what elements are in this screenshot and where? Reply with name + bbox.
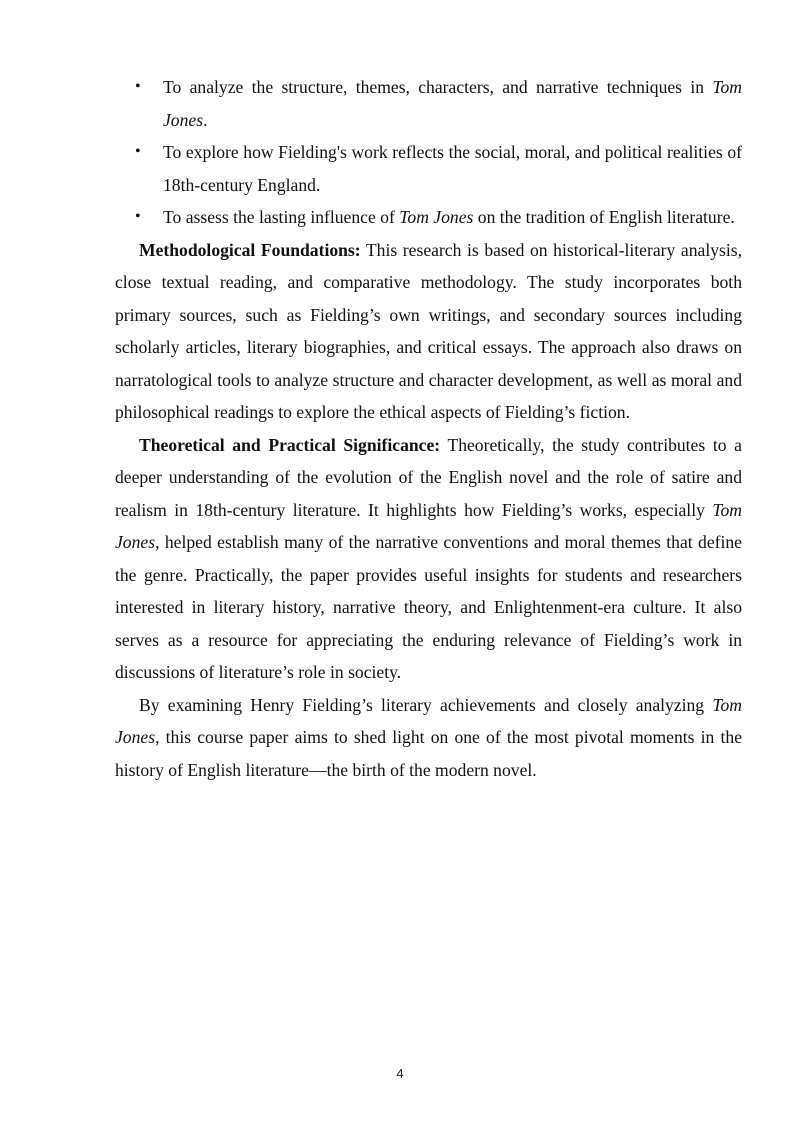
objective-text-end: on the tradition of English literature.: [473, 207, 735, 227]
book-title: Tom Jones: [115, 694, 742, 747]
significance-text: Theoretically, the study contributes to a deeper understanding of the evolution of the English novel and the role of satire and realism in 18th-century literature. It highlights how Fielding’s works, especially: [115, 434, 742, 520]
objective-text: To analyze the structure, themes, characters, and narrative techniques in: [163, 77, 713, 97]
significance-paragraph: [115, 429, 742, 689]
bullet-icon: •: [135, 78, 141, 95]
methodology-paragraph: [115, 234, 742, 429]
objective-item: [115, 136, 742, 201]
objectives-list: [115, 71, 742, 234]
significance-text-end: , helped establish many of the narrative conventions and moral themes that define the genre. Practically, the paper provides useful insights for students and researchers interested in literary history, narrative theory, and Enlightenment-era culture. It also serves as a resource for appreciating the enduring relevance of Fielding’s work in discussions of literature’s role in society.: [115, 532, 742, 682]
page-number: 4: [396, 1066, 404, 1081]
book-title: Tom Jones: [399, 207, 474, 227]
methodology-label: Methodological Foundations:: [139, 239, 361, 260]
objective-text: To assess the lasting influence of: [163, 207, 400, 227]
significance-label: Theoretical and Practical Significance:: [139, 434, 441, 455]
bullet-icon: •: [135, 143, 141, 160]
conclusion-text-end: , this course paper aims to shed light on one of the most pivotal moments in the history of English literature—the birth of the modern novel.: [115, 727, 742, 780]
conclusion-text: By examining Henry Fielding’s literary achievements and closely analyzing: [139, 694, 713, 715]
objective-item: [115, 71, 742, 136]
objective-item: [115, 201, 742, 234]
book-title: Tom Jones: [163, 77, 742, 130]
objective-text-end: .: [203, 109, 208, 130]
conclusion-paragraph: [115, 689, 742, 787]
page-content: [115, 71, 742, 786]
book-title: Tom Jones: [115, 499, 742, 552]
methodology-text: This research is based on historical-literary analysis, close textual reading, and comparative methodology. The study incorporates both primary sources, such as Fielding’s own writings, and secondary sources including scholarly articles, literary biographies, and critical essays. The approach also draws on narratological tools to analyze structure and character development, as well as moral and philosophical readings to explore the ethical aspects of Fielding’s fiction.: [115, 239, 742, 422]
bullet-icon: •: [135, 208, 141, 225]
objective-text: To explore how Fielding's work reflects the social, moral, and political realities of 18th-century England.: [163, 142, 742, 195]
